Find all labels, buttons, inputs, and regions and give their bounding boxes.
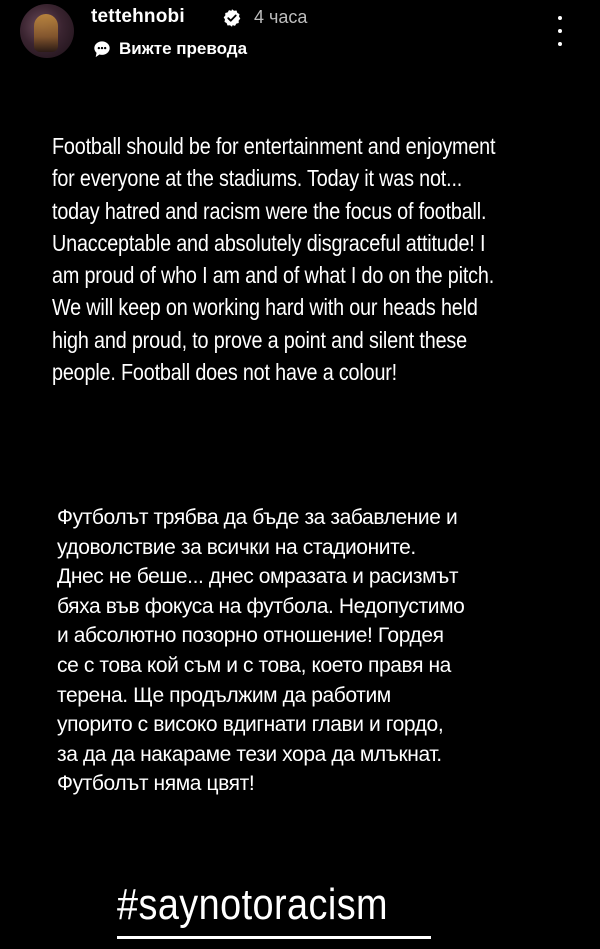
bulgarian-statement — [57, 503, 597, 799]
statement-line: и абсолютно позорно отношение! Гордея — [57, 624, 444, 648]
statement-line: Футболът няма цвят! — [57, 772, 255, 796]
statement-line: high and proud, to prove a point and silent these — [52, 326, 467, 353]
statement-line: бяха във фокуса на футбола. Недопустимо — [57, 594, 465, 618]
statement-line: терена. Ще продължим да работим — [57, 683, 391, 707]
story-header — [0, 0, 600, 70]
statement-line: Днес не беше... днес омразата и расизмът — [57, 565, 459, 589]
statement-line: people. Football does not have a colour! — [52, 359, 398, 386]
see-translation-button[interactable] — [93, 38, 247, 60]
statement-line: for everyone at the stadiums. Today it was not... — [52, 165, 463, 192]
statement-line: today hatred and racism were the focus of football. — [52, 197, 487, 224]
more-vertical-icon[interactable] — [550, 16, 570, 46]
see-translation-label: Вижте превода — [119, 39, 248, 58]
statement-line: Football should be for entertainment and enjoyment — [52, 133, 496, 159]
statement-line: Футболът трябва да бъде за забавление и — [57, 506, 458, 529]
statement-line: We will keep on working hard with our heads held — [52, 294, 478, 321]
english-statement — [52, 130, 508, 388]
hashtag-underline — [117, 936, 431, 939]
statement-line: се с това кой съм и с това, което правя на — [57, 653, 451, 677]
avatar[interactable] — [20, 4, 74, 58]
statement-line: удоволствие за всички на стадионите. — [57, 535, 416, 559]
post-time: 4 часа — [254, 7, 308, 27]
hashtag-sticker[interactable]: #saynotoracism — [117, 880, 389, 929]
avatar-photo — [34, 14, 58, 52]
verified-badge-icon — [222, 8, 242, 28]
username[interactable]: tettehnobi — [91, 6, 185, 27]
statement-line: за да да накараме тези хора да млъкнат. — [57, 742, 442, 766]
statement-line: Unacceptable and absolutely disgraceful attitude! I — [52, 229, 486, 256]
translate-bubble-icon — [93, 40, 111, 58]
statement-line: упорито с високо вдигнати глави и гордо, — [57, 713, 444, 737]
statement-line: am proud of who I am and of what I do on the pitch. — [52, 262, 495, 289]
